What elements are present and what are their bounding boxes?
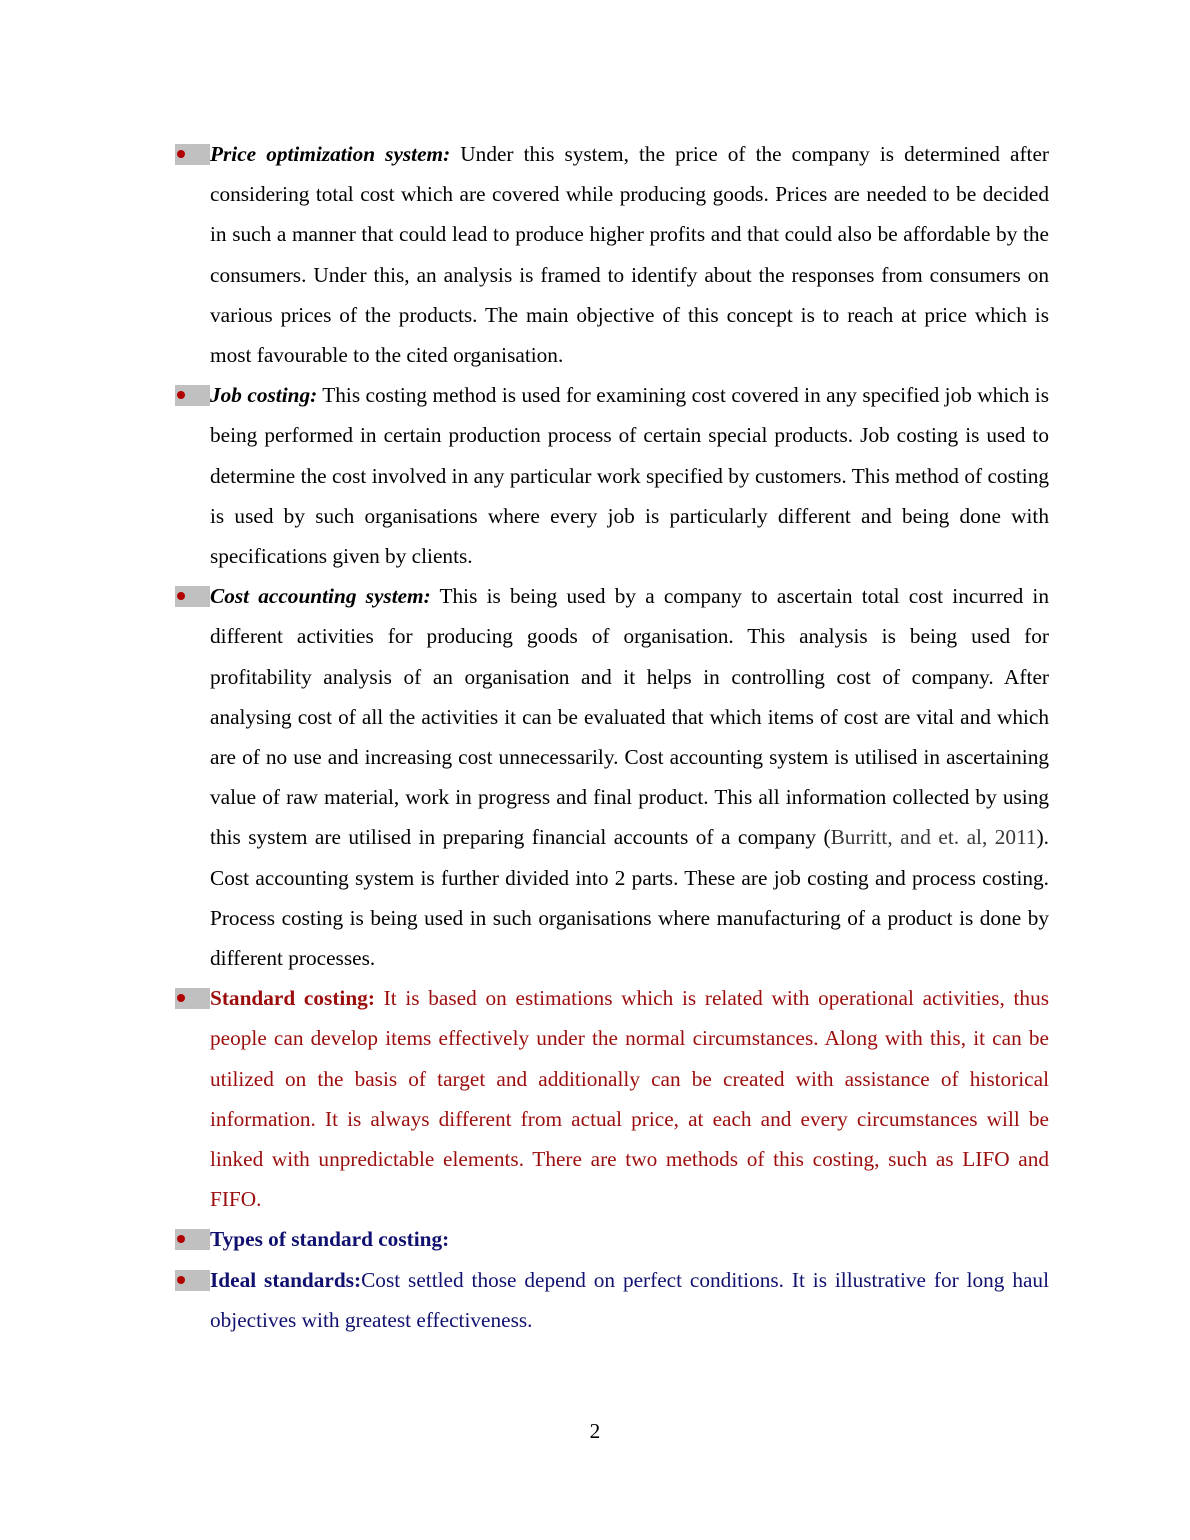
citation: Burritt, and et. al, 2011 <box>830 825 1037 850</box>
heading-types-of-standard-costing: Types of standard costing: <box>210 1227 450 1252</box>
bullet-icon <box>175 385 210 406</box>
term-cost-accounting: Cost accounting system: <box>210 584 431 609</box>
bullet-icon <box>175 1229 210 1250</box>
bullet-icon <box>175 586 210 607</box>
term-job-costing: Job costing: <box>210 383 318 408</box>
bullet-icon <box>175 144 210 165</box>
list-item-ideal-standards <box>175 1260 1049 1340</box>
bullet-icon <box>175 988 210 1009</box>
text-cost-accounting-before: This is being used by a company to ascertain total cost incurred in different activities for producing goods of organisation. This analysis is being used for profitability analysis of an organisation and it helps in controlling cost of company. After analysing cost of all the activities it can be evaluated that which items of cost are vital and which are of no use and increasing cost unnecessarily. Cost accounting system is utilised in ascertaining value of raw material, work in progress and final product. This all information collected by using this system are utilised in preparing financial accounts of a company ( <box>210 584 1049 850</box>
list-item-job-costing <box>175 375 1049 576</box>
text-ideal-standards: Cost settled those depend on perfect conditions. It is illustrative for long haul objectives with greatest effectiveness. <box>210 1267 1049 1332</box>
term-standard-costing: Standard costing: <box>210 986 375 1011</box>
list-item-types-of-standard-costing <box>175 1219 1049 1259</box>
list-item-price-optimization <box>175 134 1049 375</box>
text-job-costing: This costing method is used for examining cost covered in any specified job which is being performed in certain production process of certain special products. Job costing is used to determine the cost involved in any particular work specified by customers. This method of costing is used by such organisations where every job is particularly different and being done with specifications given by clients. <box>210 383 1049 569</box>
list-item-cost-accounting <box>175 576 1049 978</box>
text-price-optimization: Under this system, the price of the company is determined after considering total cost which are covered while producing goods. Prices are needed to be decided in such a manner that could lead to produce higher profits and that could also be affordable by the consumers. Under this, an analysis is framed to identify about the responses from consumers on various prices of the products. The main objective of this concept is to reach at price which is most favourable to the cited organisation. <box>210 142 1049 368</box>
body-text <box>175 134 1049 1340</box>
term-price-optimization: Price optimization system: <box>210 142 451 166</box>
bullet-icon <box>175 1270 210 1291</box>
text-cost-accounting-after: ). Cost accounting system is further divided into 2 parts. These are job costing and process costing. Process costing is being used in such organisations where manufacturing of a product is done by different processes. <box>210 825 1050 971</box>
list-item-standard-costing <box>175 978 1049 1219</box>
page-number: 2 <box>589 1419 601 1443</box>
term-ideal-standards: Ideal standards: <box>210 1267 362 1292</box>
text-standard-costing: It is based on estimations which is related with operational activities, thus people can develop items effectively under the normal circumstances. Along with this, it can be utilized on the basis of target and additionally can be created with assistance of historical information. It is always different from actual price, at each and every circumstances will be linked with unpredictable elements. There are two methods of this costing, such as LIFO and FIFO. <box>210 986 1049 1212</box>
